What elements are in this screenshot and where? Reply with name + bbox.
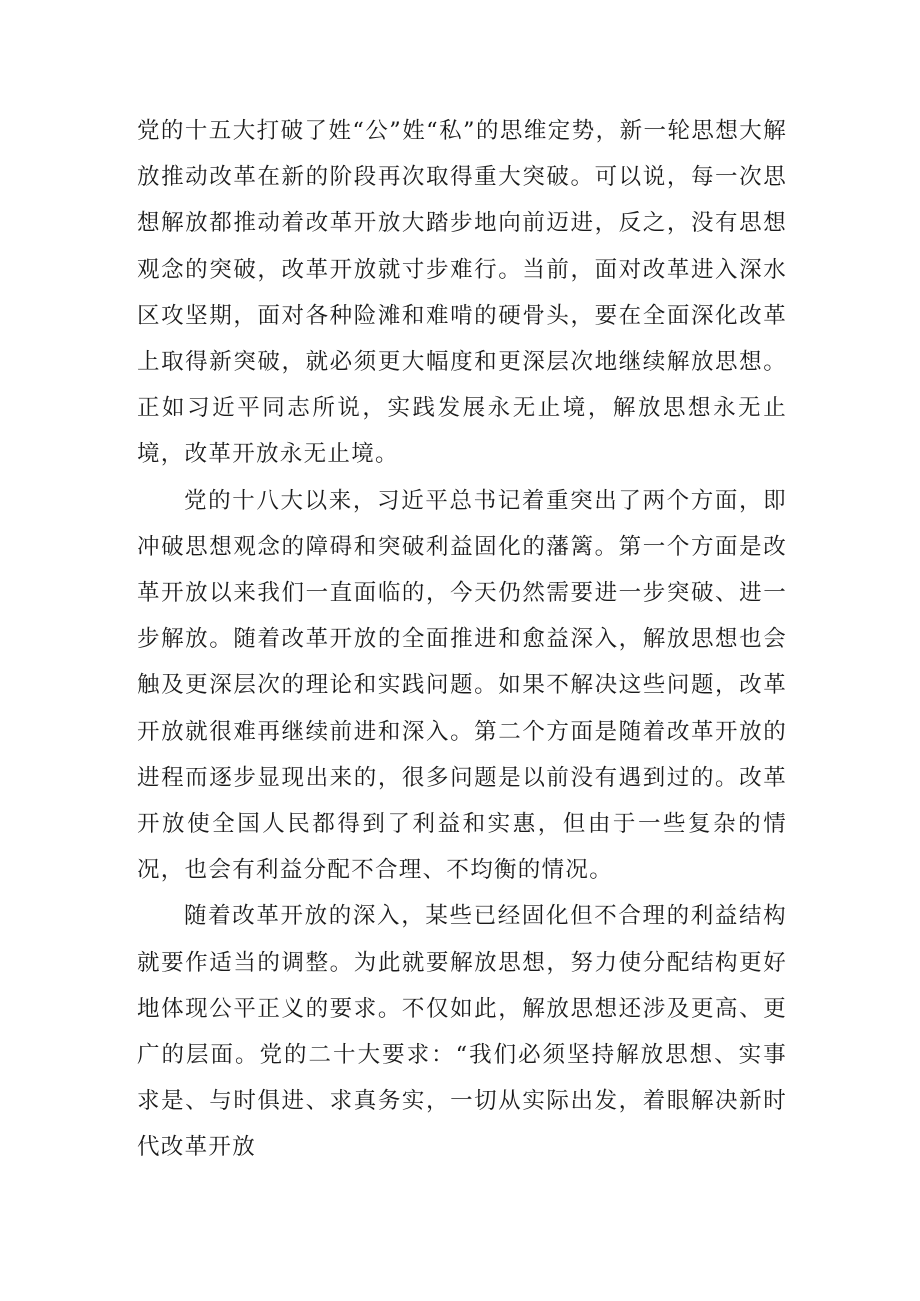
paragraph-2: 党的十八大以来，习近平总书记着重突出了两个方面，即冲破思想观念的障碍和突破利益固化的藩篱。第一个方面是改革开放以来我们一直面临的，今天仍然需要进一步突破、进一步解放。随着改革开放的全面推进和愈益深入，解放思想也会触及更深层次的理论和实践问题。如果不解决这些问题，改革开放就很难再继续前进和深入。第二个方面是随着改革开放的进程而逐步显现出来的，很多问题是以前没有遇到过的。改革开放使全国人民都得到了利益和实惠，但由于一些复杂的情况，也会有利益分配不合理、不均衡的情况。 — [137, 487, 787, 884]
paragraph-1: 党的十五大打破了姓“公”姓“私”的思维定势，新一轮思想大解放推动改革在新的阶段再次取得重大突破。可以说，每一次思想解放都推动着改革开放大踏步地向前迈进，反之，没有思想观念的突破，改革开放就寸步难行。当前，面对改革进入深水区攻坚期，面对各种险滩和难啃的硬骨头，要在全面深化改革上取得新突破，就必须更大幅度和更深层次地继续解放思想。正如习近平同志所说，实践发展永无止境，解放思想永无止境，改革开放永无止境。 — [137, 118, 787, 468]
paragraph-3: 随着改革开放的深入，某些已经固化但不合理的利益结构就要作适当的调整。为此就要解放思想，努力使分配结构更好地体现公平正义的要求。不仅如此，解放思想还涉及更高、更广的层面。党的二十大要求：“我们必须坚持解放思想、实事求是、与时俱进、求真务实，一切从实际出发，着眼解决新时代改革开放 — [137, 903, 787, 1161]
body-text — [137, 108, 787, 1171]
